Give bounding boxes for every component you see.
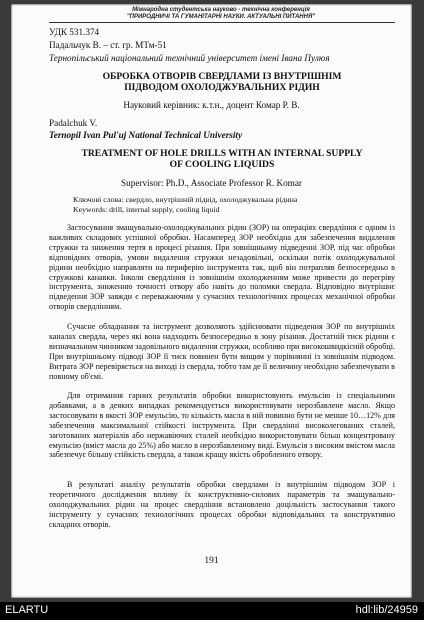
footer-left-label: ELARTU bbox=[5, 604, 49, 616]
author-en: Padalchuk V. bbox=[49, 118, 98, 128]
paper-page bbox=[11, 4, 412, 598]
keywords-ua: Ключові слова: свердло, внутрішній підвід, охолоджувальна рідина bbox=[73, 195, 298, 204]
page-number: 191 bbox=[204, 556, 219, 566]
footer-handle-link[interactable]: hdl:lib/24959 bbox=[355, 604, 418, 616]
conference-line-2: "ПРИРОДНИЧІ ТА ГУМАНІТАРНІ НАУКИ. АКТУАЛЬНІ ПИТАННЯ" bbox=[126, 14, 316, 20]
keywords-en: Keywords: drill, internal supply, cooling liquid bbox=[73, 205, 220, 214]
title-ua-line-1: ОБРОБКА ОТВОРІВ СВЕРДЛАМИ ІЗ ВНУТРІШНІМ bbox=[102, 71, 342, 82]
supervisor-en: Supervisor: Ph.D., Associate Professor R. Komar bbox=[121, 178, 302, 188]
repository-footer bbox=[0, 602, 424, 620]
paragraph-3: Для отримання гарних результатів обробки використовують емульсію із спеціальними добавками, а в деяких випадках рекомендується використовувати нерозбавлене масло. Якщо застосовувати в якості ЗОР емульсію, то кількість масла в ній повинно бути не менше 10…12% для забезпечення максимальної стійкості інструмента. При свердлінні високолегованих сталей, заготованих матеріалів або нержавіючих сталей необхідно використовувати більш концентровану емульсію (вміст масла до 25%) або масло в нерозбавленому виді. Емульсія з високим вмістом масла забезпечує більшу стійкість свердла, а також кращу якість обробленого отвору. bbox=[49, 391, 395, 460]
title-en-line-2: OF COOLING LIQUIDS bbox=[169, 159, 275, 170]
paragraph-4: В результаті аналізу результатів обробки свердлами із внутрішнім підводом ЗОР і теоретичного дослідження впливу їх конструктивно-силових параметрів та змащувально-охолоджувальних рідин на процес свердління встановлено доцільність застосування такого інструменту у сучасних технологічних процесах обробки відповідальних та конструктивно складних отворів. bbox=[49, 480, 395, 529]
conference-line-1: Міжнародна студентська науково - технічна конференція bbox=[132, 7, 310, 13]
udc-code: УДК 531.374 bbox=[49, 27, 100, 37]
title-en-line-1: TREATMENT OF HOLE DRILLS WITH AN INTERNAL SUPPLY bbox=[81, 148, 363, 159]
supervisor-ua: Науковий керівник: к.т.н., доцент Комар Р. В. bbox=[123, 100, 300, 110]
paragraph-2: Сучасне обладнання та інструмент дозволяють здійснювати підведення ЗОР по внутрішніх каналах свердла, через які вона надходить безпосередньо в зону різання. Достатній тиск рідини є визначальним чинником задовільного видалення стружки, особливо при високошвидкісній обробці. При внутрішньому підводі ЗОР її тиск повинен бути вищим у порівнянні із зовнішнім підводом. Витрата ЗОР перевіряється на виході із свердла, тобто там де її величину необхідно забезпечувати в повному об'ємі. bbox=[49, 322, 395, 381]
paragraph-1: Застосування змащувально-охолоджувальних рідин (ЗОР) на операціях свердління є одним із важливих складових успішної обробки. Насамперед ЗОР необхідна для забезпечення видалення стружки та зниження тертя в процесі різання. При зовнішньому підведенні ЗОР, під час обробки відповідних отворів, умови видалення стружки незадовільні, оскільки потік охолоджувальної рідини необхідно направляти на периферію інструмента так, щоб він потрапляв безпосередньо в стружкові канавки. Інколи свердління із зовнішнім охолодженням може привести до перегріву інструмента, зниженню точності отвору або навіть до поломки свердла. Відповідно внутрішнє підведення ЗОР завжди є переважаючим у сучасних технологічних процесах механічної обробки отворів свердлінням. bbox=[49, 223, 395, 312]
header-rule bbox=[49, 22, 395, 23]
affiliation-ua: Тернопільський національний технічний університет імені Івана Пулюя bbox=[49, 53, 330, 63]
affiliation-en: Ternopil Ivan Pul'uj National Technical University bbox=[49, 130, 243, 140]
author-ua: Падальчук В. – ст. гр. МТм-51 bbox=[49, 40, 167, 50]
title-ua-line-2: ПІДВОДОМ ОХОЛОДЖУВАЛЬНИХ РІДИН bbox=[124, 82, 320, 93]
